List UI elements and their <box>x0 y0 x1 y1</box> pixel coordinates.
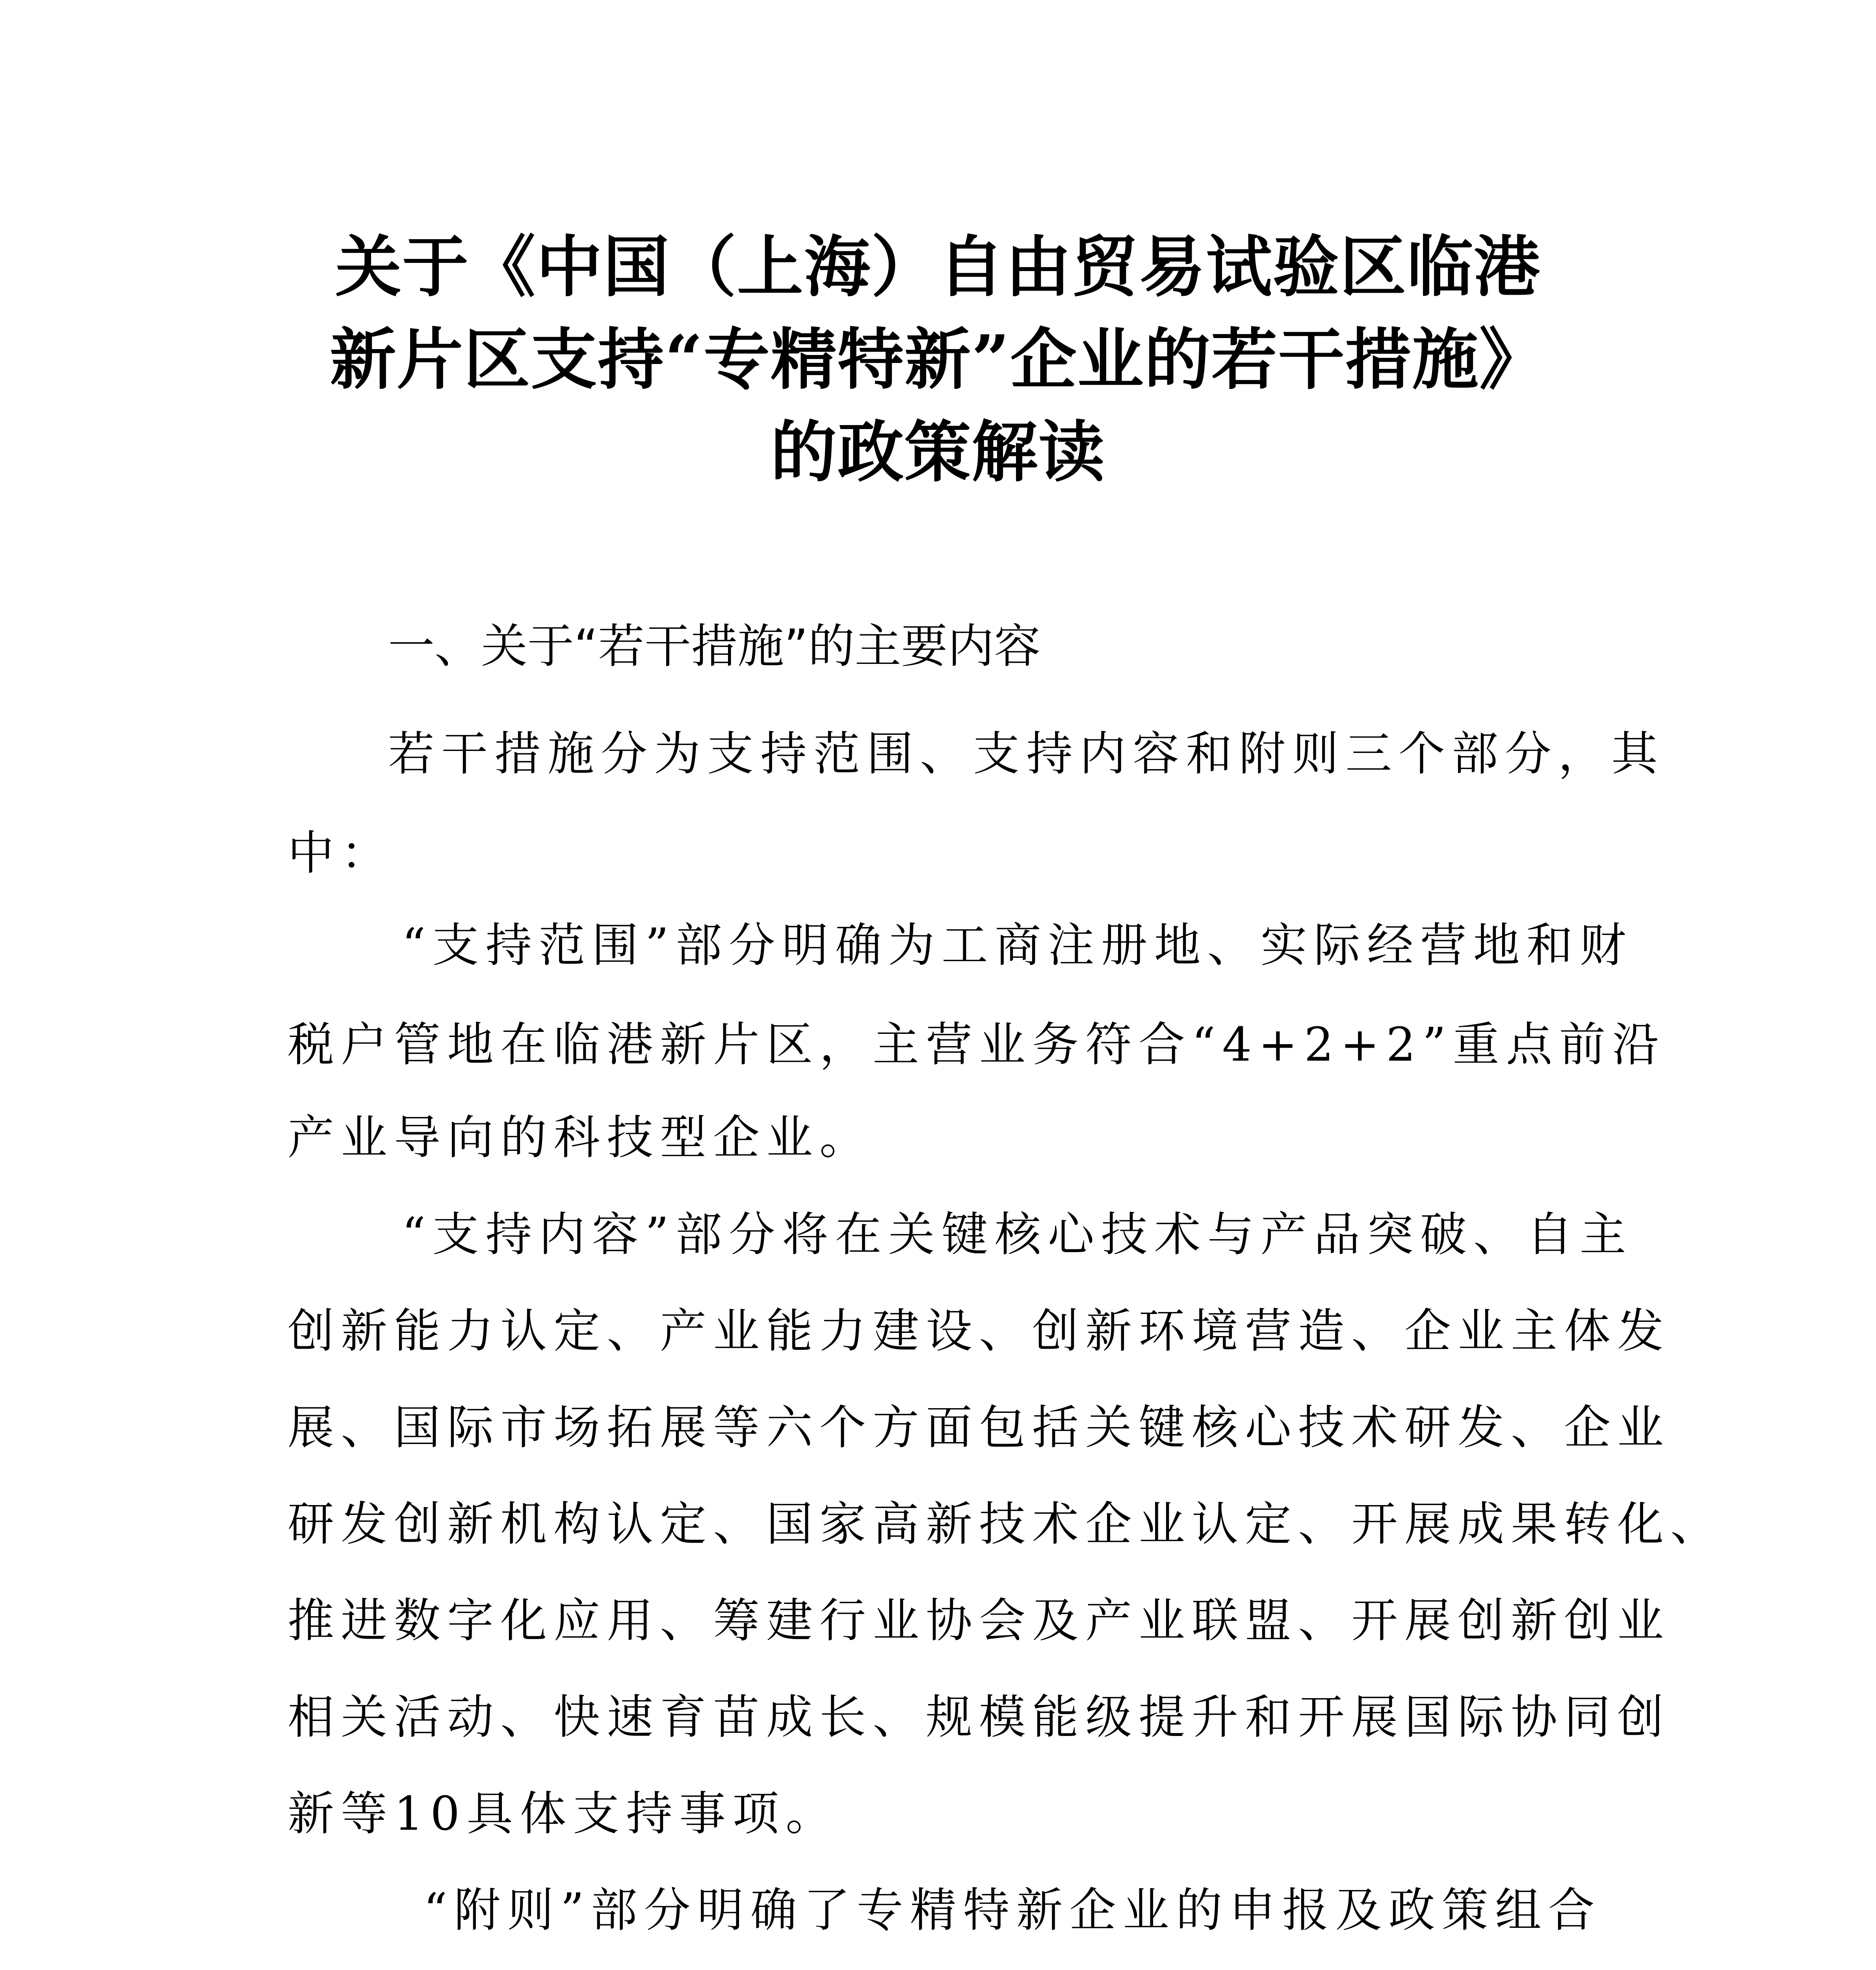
paragraph-line: “支持内容”部分将在关键核心技术与产品突破、自主 <box>402 1207 1633 1262</box>
paragraph-line: 创新能力认定、产业能力建设、创新环境营造、企业主体发 <box>288 1304 1671 1358</box>
paragraph-line: 新等10具体支持事项。 <box>288 1786 839 1841</box>
title-line-3: 的政策解读 <box>771 413 1105 491</box>
paragraph-line: “支持范围”部分明确为工商注册地、实际经营地和财 <box>402 918 1633 972</box>
paragraph-line: 相关活动、快速育苗成长、规模能级提升和开展国际协同创 <box>288 1690 1671 1744</box>
title-line-1: 关于《中国（上海）自由贸易试验区临港 <box>335 228 1541 306</box>
paragraph-line: 中： <box>288 826 394 880</box>
paragraph-line: 若干措施分为支持范围、支持内容和附则三个部分，其 <box>388 727 1665 781</box>
paragraph-line: “附则”部分明确了专精特新企业的申报及政策组合 <box>423 1883 1601 1937</box>
paragraph-line: 税户管地在临港新片区，主营业务符合“4+2+2”重点前沿 <box>288 1017 1666 1072</box>
paragraph-line: 研发创新机构认定、国家高新技术企业认定、开展成果转化、 <box>288 1497 1724 1551</box>
title-line-2: 新片区支持“专精特新”企业的若干措施》 <box>330 320 1546 398</box>
paragraph-line: 展、国际市场拓展等六个方面包括关键核心技术研发、企业 <box>288 1400 1671 1455</box>
paragraph-line: 产业导向的科技型企业。 <box>288 1110 873 1165</box>
paragraph-line: 推进数字化应用、筹建行业协会及产业联盟、开展创新创业 <box>288 1593 1671 1648</box>
section-1-heading: 一、关于“若干措施”的主要内容 <box>388 619 1041 673</box>
document-title <box>276 221 1600 498</box>
